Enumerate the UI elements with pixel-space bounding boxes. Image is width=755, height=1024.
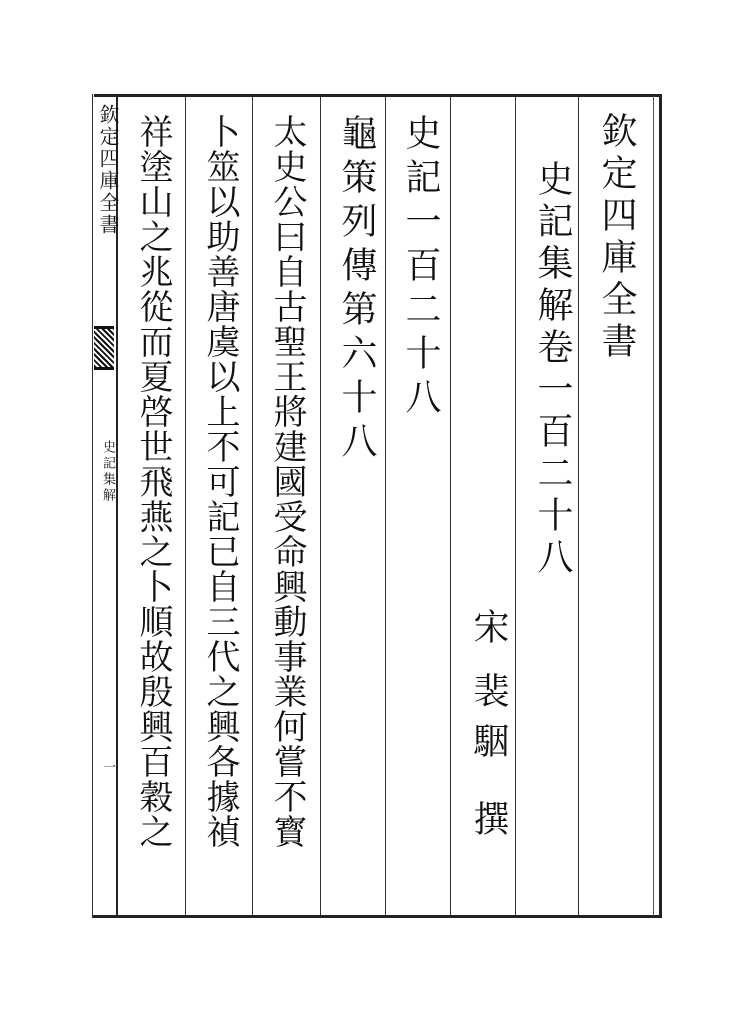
- column-rule: [385, 97, 386, 915]
- chapter-reference: 史記一百二十八: [400, 114, 441, 422]
- column-rule: [515, 97, 516, 915]
- column-rule: [252, 97, 253, 915]
- frame-right-border: [659, 94, 662, 918]
- author-verb: 撰: [468, 800, 509, 844]
- chapter-title: 龜策列傳第六十八: [336, 114, 377, 466]
- author-dynasty: 宋: [468, 608, 509, 652]
- margin-outer-line: [92, 94, 93, 918]
- column-rule: [578, 97, 579, 915]
- margin-subtitle: 史記集解: [100, 440, 115, 504]
- margin-series-title: 欽定四庫全書: [96, 104, 120, 236]
- fish-tail-mark-icon: [94, 326, 114, 370]
- author-name: 裴駰: [468, 672, 509, 772]
- column-rule: [450, 97, 451, 915]
- column-rule: [320, 97, 321, 915]
- frame-bottom-border: [92, 915, 662, 918]
- book-title: 史記集解卷一百二十八: [532, 160, 573, 580]
- frame-right-inner-border: [653, 96, 654, 916]
- margin-page-number: 一: [100, 760, 115, 773]
- series-title: 欽定四庫全書: [596, 112, 637, 364]
- frame-top-border: [94, 94, 662, 97]
- body-text-column: 太史公曰自古聖王將建國受命興動事業何嘗不寳: [267, 114, 307, 849]
- body-text-column: 卜筮以助善唐虞以上不可記已自三代之興各據禎: [200, 114, 240, 849]
- body-text-column: 祥塗山之兆從而夏啓世飛燕之卜順故殷興百穀之: [133, 114, 173, 849]
- column-rule: [185, 97, 186, 915]
